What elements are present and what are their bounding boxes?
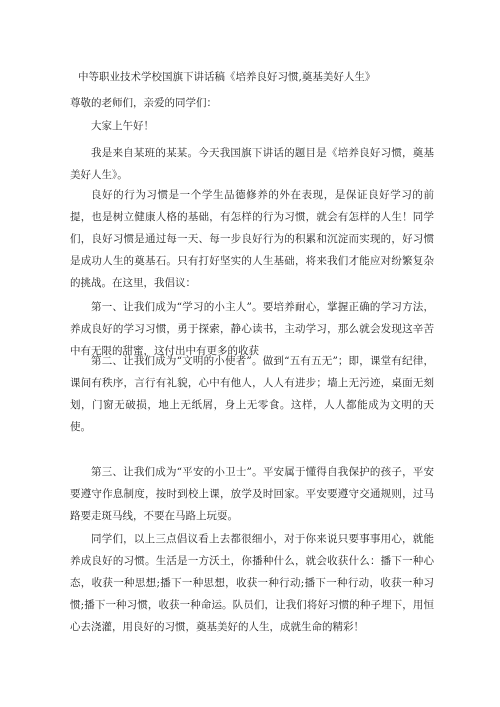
paragraph-greeting: 大家上午好！ [91,120,154,132]
paragraph-intro: 我是来自某班的某某。今天我国旗下讲话的题目是《培养良好习惯，奠基美好人生》。 [70,147,434,181]
document-title: 中等职业技术学校国旗下讲话稿《培养良好习惯,奠基美好人生》 [78,71,376,83]
paragraph-proposal-first: 第一、让我们成为“学习的小主人”。要培养耐心，掌握正确的学习方法，养成良好的学习习惯，勇于探索，静心读书，主动学习，那么就会发现这辛苦中有无限的甜蜜，这付出中有更多的收获 [70,301,434,357]
paragraph-closing: 同学们，以上三点倡议看上去都很细小，对于你来说只要事事用心，就能养成良好的习惯。生活是一方沃土，你播种什么，就会收获什么：播下一种心态，收获一种思想;播下一种思想，收获一种行动;播下一种行动，收获一种习惯;播下一种习惯，收获一种命运。队员们，让我们将好习惯的种子埋下，用恒心去浇灌，用良好的习惯，奠基美好的人生，成就生命的精彩！ [70,533,434,633]
paragraph-habits: 良好的行为习惯是一个学生品德修养的外在表现，是保证良好学习的前提，也是树立健康人格的基础，有怎样的行为习惯，就会有怎样的人生！同学们，良好习惯是通过每一天、每一步良好行为的积累和沉淀而实现的，好习惯是成功人生的奠基石。只有打好坚实的人生基础，将来我们才能应对纷繁复杂的挑战。在这里，我倡议： [70,189,434,289]
salutation: 尊敬的老师们，亲爱的同学们： [70,97,217,109]
paragraph-proposal-second: 第二、让我们成为“文明的小使者”。做到“五有五无”；即，课堂有纪律，课间有秩序，言行有礼貌，心中有他人，人人有进步；墙上无污迹，桌面无刻划，门窗无破损，地上无纸屑，身上无零食。这样，人人都能成为文明的天使。 [70,355,434,433]
paragraph-proposal-third: 第三、让我们成为“平安的小卫士”。平安属于懂得自我保护的孩子，平安要遵守作息制度，按时到校上课，放学及时回家。平安要遵守交通规则，过马路要走斑马线，不要在马路上玩耍。 [70,466,434,522]
